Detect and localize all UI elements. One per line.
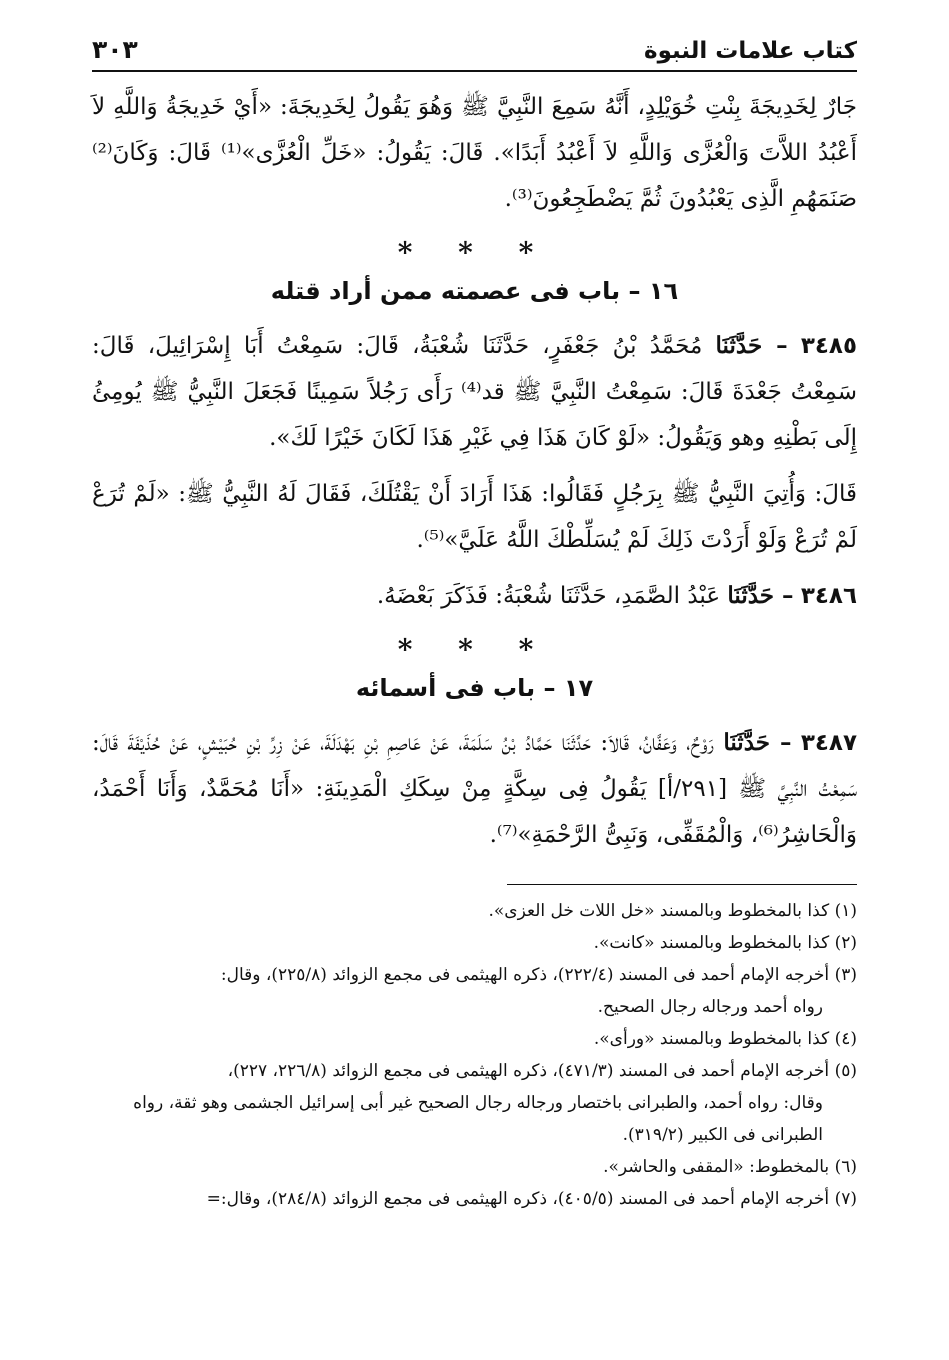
footnote-marker: (٤) xyxy=(834,1029,857,1049)
footnote-marker: (٧) xyxy=(834,1189,857,1209)
footnote-continuation: وقال: رواه أحمد، والطبرانى باختصار ورجاله رجال الصحيح غير أبى إسرائيل الجشمى وهو ثقة، رواه الطبرانى فى الكبير (٣١٩/٢). xyxy=(133,1093,823,1145)
hadith-text: عَبْدُ الصَّمَدِ، حَدَّثَنَا شُعْبَةُ: فَذَكَرَ بَعْضَهُ. xyxy=(376,583,721,609)
footnote-text: أخرجه الإمام أحمد فى المسند (٤٧١/٣)، ذكره الهيثمى فى مجمع الزوائد (٢٢٦/٨، ٢٢٧)، xyxy=(227,1061,830,1081)
footnote-text: كذا بالمخطوط وبالمسند «ورأى». xyxy=(593,1029,830,1049)
hadith-3487 xyxy=(92,720,857,858)
hadith-lead: – حَدَّثَنَا xyxy=(723,729,792,756)
hadith-3485-para2: قَالَ: وَأُتِيَ النَّبِيُّ ﷺ بِرَجُلٍ فَقَالُوا: هَذَا أَرَادَ أَنْ يَقْتُلَكَ، فَقَالَ لَهُ النَّبِيُّ ﷺ: «لَمْ تُرَعْ لَمْ تُرَعْ وَلَوْ أَرَدْتَ ذَلِكَ لَمْ يُسَلِّطْكَ اللَّهُ عَلَيَّ»⁽⁵⁾. xyxy=(92,481,857,553)
footnote-5 xyxy=(92,1055,857,1151)
hadith-text: مُحَمَّدُ بْنُ جَعْفَرٍ، حَدَّثَنَا شُعْبَةُ، قَالَ: سَمِعْتُ أَبَا إِسْرَائِيلَ، قَالَ: سَمِعْتُ جَعْدَةَ قَالَ: سَمِعْتُ النَّبِيَّ ﷺ قد⁽⁴⁾ رَأَى رَجُلاً سَمِينًا فَجَعَلَ النَّبِيُّ ﷺ يُومِئُ إِلَى بَطْنِهِ وهو وَيَقُولُ: «لَوْ كَانَ هَذَا فِي غَيْرِ هَذَا لَكَانَ خَيْرًا لَكَ». xyxy=(92,333,857,451)
footnote-6 xyxy=(92,1151,857,1183)
footnote-3 xyxy=(92,959,857,1023)
hadith-number: ٣٤٨٦ xyxy=(800,583,857,609)
header-rule xyxy=(92,70,857,72)
hadith-3485 xyxy=(92,323,857,461)
page-header xyxy=(92,30,857,64)
hadith-lead: – حَدَّثَنَا xyxy=(715,332,788,359)
section-separator: * * * xyxy=(397,236,552,269)
chapter-16-title: ١٦ – باب فى عصمته ممن أراد قتله xyxy=(270,277,679,305)
footnotes xyxy=(92,895,857,1215)
section-separator: * * * xyxy=(397,633,552,666)
footnote-1 xyxy=(92,895,857,927)
footnote-text: كذا بالمخطوط وبالمسند «خل اللات خل العزى». xyxy=(488,901,830,921)
hadith-number: ٣٤٨٧ xyxy=(800,730,858,756)
hadith-number: ٣٤٨٥ xyxy=(800,333,857,359)
hadith-3486 xyxy=(92,573,857,619)
intro-paragraph: جَارٌ لِخَدِيجَةَ بِنْتِ خُوَيْلِدٍ، أَنَّهُ سَمِعَ النَّبِيَّ ﷺ وَهُوَ يَقُولُ لِخَدِيجَةَ: «أَيْ خَدِيجَةُ وَاللَّهِ لاَ أَعْبُدُ اللاَّتَ وَالْعُزَّى وَاللَّهِ لاَ أَعْبُدُ أَبَدًا». قَالَ: يَقُولُ: «خَلِّ الْعُزَّى»⁽¹⁾ قَالَ: وَكَانَ⁽²⁾ صَنَمَهُمِ الَّذِى يَعْبُدُونَ ثُمَّ يَضْطَجِعُونَ⁽³⁾. xyxy=(92,94,857,212)
footnote-text: أخرجه الإمام أحمد فى المسند (٤٠٥/٥)، ذكره الهيثمى فى مجمع الزوائد (٢٨٤/٨)، وقال:= xyxy=(206,1189,830,1209)
page-number: ٣٠٣ xyxy=(92,35,138,64)
footnote-text: كذا بالمخطوط وبالمسند «كانت». xyxy=(593,933,830,953)
footnote-marker: (٢) xyxy=(834,933,857,953)
footnote-7 xyxy=(92,1183,857,1215)
footnote-2 xyxy=(92,927,857,959)
footnote-marker: (٣) xyxy=(834,965,857,985)
footnote-continuation: رواه أحمد ورجاله رجال الصحيح. xyxy=(597,997,823,1017)
footnote-marker: (٦) xyxy=(834,1157,857,1177)
chapter-17-title: ١٧ – باب فى أسمائه xyxy=(355,674,594,702)
hadith-text: رَوْحٌ، وَعَفَّانُ، قَالاَ: حَدَّثَنَا حَمَّادُ بْنُ سَلَمَةَ، عَنْ عَاصِمِ بْنِ بَهْدَلَةَ، عَنْ زِرِّ بْنِ حُبَيْشٍ، عَنْ حُذَيْفَةَ قَالَ: سَمِعْتُ النَّبِيَّ ﷺ [٢٩١/أ] يَقُولُ فِى سِكَّةٍ مِنْ سِكَكِ الْمَدِينَةِ: «أَنَا مُحَمَّدٌ، وَأَنَا أَحْمَدُ، وَالْحَاشِرُ⁽⁶⁾، وَالْمُقَفِّى، وَنَبِىُّ الرَّحْمَةِ»⁽⁷⁾. xyxy=(92,730,857,848)
footnote-text: أخرجه الإمام أحمد فى المسند (٢٢٢/٤)، ذكره الهيثمى فى مجمع الزوائد (٢٢٥/٨)، وقال: xyxy=(220,965,830,985)
footnote-marker: (١) xyxy=(834,901,857,921)
hadith-lead: – حَدَّثَنَا xyxy=(727,582,794,609)
footnote-marker: (٥) xyxy=(834,1061,857,1081)
footnote-rule xyxy=(507,884,857,885)
footnote-4 xyxy=(92,1023,857,1055)
footnote-text: بالمخطوط: «المقفى والحاشر». xyxy=(603,1157,830,1177)
book-title: كتاب علامات النبوة xyxy=(644,38,857,64)
